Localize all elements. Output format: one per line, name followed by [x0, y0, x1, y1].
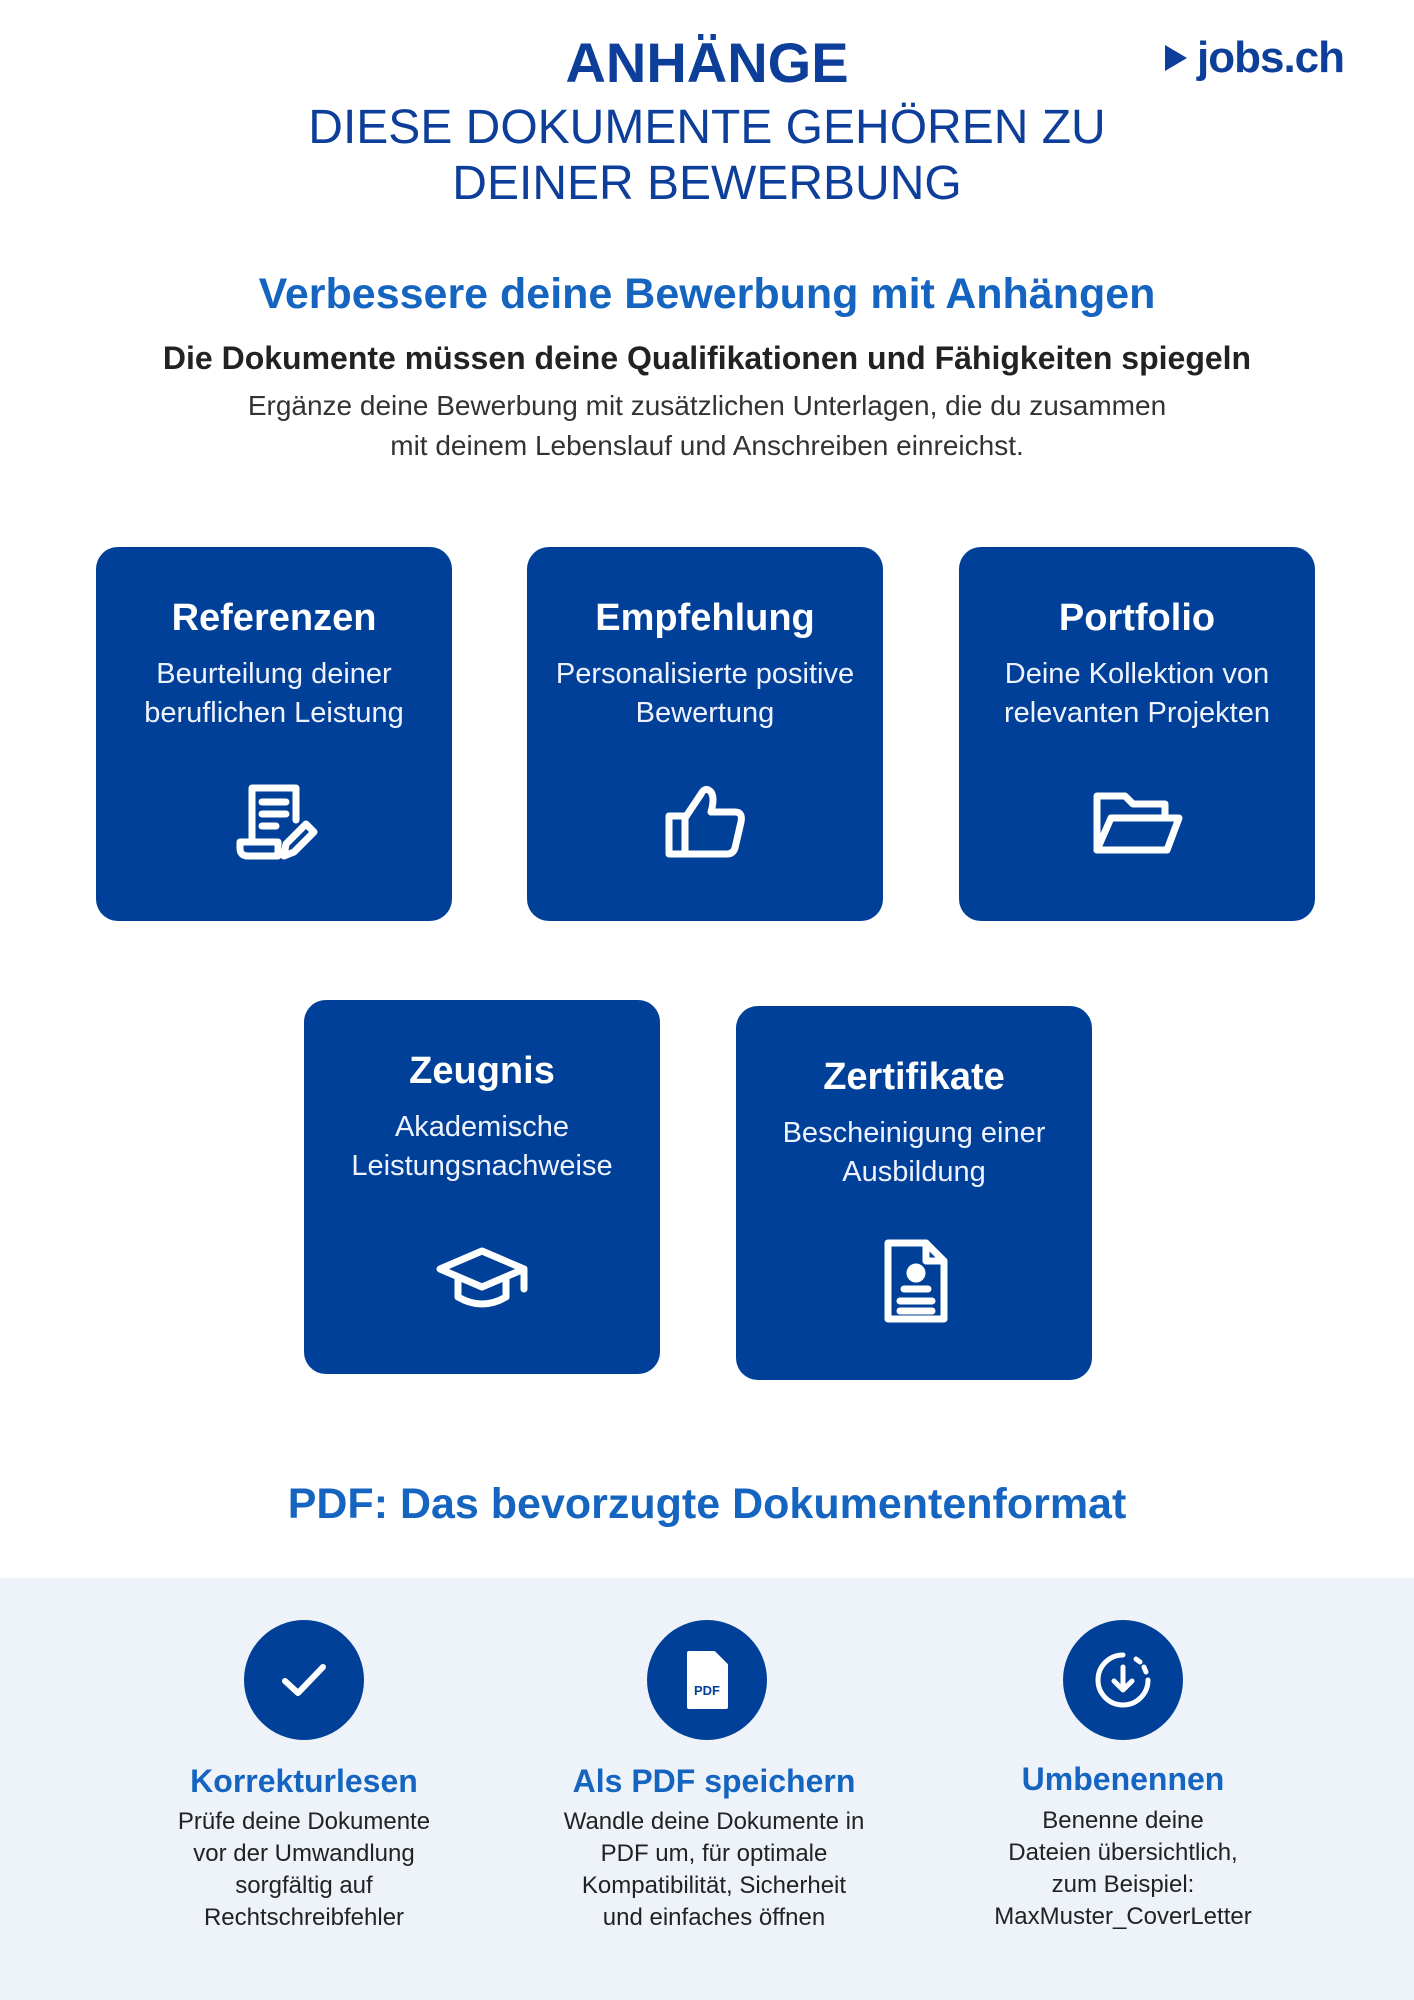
card-zertifikate [736, 1006, 1092, 1380]
card-title: Empfehlung [595, 597, 815, 639]
card-description-line-1: Deine Kollektion von [1004, 658, 1270, 690]
tip-line: sorgfältig auf [235, 1872, 373, 1899]
tip-icon-circle [244, 1620, 364, 1740]
graduation-cap-icon [432, 1225, 532, 1325]
card-description-line-2: beruflichen Leistung [144, 697, 404, 729]
card-description-line-2: Leistungsnachweise [351, 1150, 613, 1182]
tip-line: MaxMuster_CoverLetter [994, 1903, 1252, 1930]
card-title: Zertifikate [823, 1056, 1005, 1098]
tip-line: und einfaches öffnen [602, 1904, 826, 1931]
page-title: ANHÄNGE [565, 31, 849, 94]
card-portfolio [959, 547, 1315, 921]
download-circle-icon [1088, 1645, 1158, 1715]
card-description [979, 655, 1295, 733]
card-description [547, 655, 863, 733]
card-title: Referenzen [171, 597, 377, 639]
card-description [324, 1108, 640, 1186]
tip-title-als-pdf-speichern: Als PDF speichern [572, 1763, 856, 1799]
card-description-line-2: Bewertung [635, 697, 775, 729]
card-description-line-2: Ausbildung [842, 1156, 986, 1188]
section-heading-improve: Verbessere deine Bewerbung mit Anhängen [258, 270, 1156, 318]
page-subtitle-line-1: DIESE DOKUMENTE GEHÖREN ZU [308, 101, 1106, 154]
tip-line: zum Beispiel: [1051, 1871, 1195, 1898]
section-heading-pdf: PDF: Das bevorzugte Dokumentenformat [287, 1480, 1127, 1528]
card-description-line-1: Bescheinigung einer [782, 1117, 1046, 1149]
pdf-file-icon [672, 1645, 742, 1715]
document-edit-icon [224, 772, 324, 872]
page-subtitle [0, 100, 1414, 212]
card-description-line-1: Akademische [394, 1111, 570, 1143]
checkmark-icon [269, 1645, 339, 1715]
tip-description [953, 1805, 1293, 1933]
card-empfehlung [527, 547, 883, 921]
tip-title-umbenennen: Umbenennen [1021, 1761, 1225, 1797]
card-description-line-2: relevanten Projekten [1004, 697, 1270, 729]
tip-line: Kompatibilität, Sicherheit [581, 1872, 847, 1899]
section-subheading: Die Dokumente müssen deine Qualifikationen und Fähigkeiten spiegeln [162, 340, 1252, 376]
tip-line: Rechtschreibfehler [203, 1904, 405, 1931]
certificate-document-icon [864, 1231, 964, 1331]
tip-line: vor der Umwandlung [193, 1840, 415, 1867]
card-description-line-1: Beurteilung deiner [156, 658, 392, 690]
logo-text: jobs.ch [1197, 33, 1345, 82]
tip-description [544, 1806, 884, 1934]
page-subtitle-line-2: DEINER BEWERBUNG [452, 157, 962, 210]
card-description-line-1: Personalisierte positive [555, 658, 855, 690]
card-description [116, 655, 432, 733]
tip-line: Benenne deine [1042, 1807, 1204, 1834]
tip-line: Wandle deine Dokumente in [563, 1808, 865, 1835]
thumbs-up-icon [655, 772, 755, 872]
tip-icon-circle [1063, 1620, 1183, 1740]
tip-title-korrekturlesen: Korrekturlesen [190, 1763, 418, 1799]
tip-icon-circle [647, 1620, 767, 1740]
pdf-icon-label: PDF [694, 1683, 720, 1698]
tip-line: PDF um, für optimale [600, 1840, 828, 1867]
intro-line-1: Ergänze deine Bewerbung mit zusätzlichen Unterlagen, die du zusammen [247, 390, 1167, 421]
tip-description [134, 1806, 474, 1934]
folder-open-icon [1087, 772, 1187, 872]
tip-line: Dateien übersichtlich, [1008, 1839, 1238, 1866]
card-title: Portfolio [1058, 597, 1216, 639]
card-zeugnis [304, 1000, 660, 1374]
card-description [756, 1114, 1072, 1192]
card-title: Zeugnis [409, 1050, 555, 1092]
intro-line-2: mit deinem Lebenslauf und Anschreiben einreichst. [390, 430, 1024, 461]
intro-paragraph [180, 386, 1234, 466]
card-referenzen [96, 547, 452, 921]
tip-line: Prüfe deine Dokumente [177, 1808, 431, 1835]
